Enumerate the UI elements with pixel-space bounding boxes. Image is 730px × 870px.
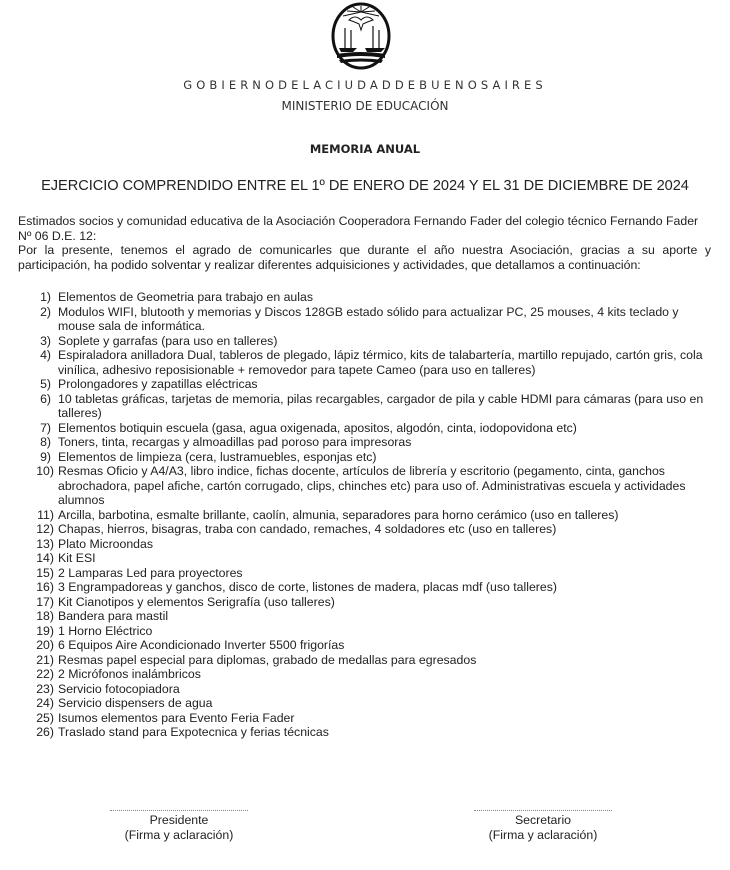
list-item bbox=[18, 595, 718, 610]
list-item-text: 2 Lamparas Led para proyectores bbox=[58, 565, 243, 580]
list-item bbox=[18, 711, 718, 726]
list-item-number: 3) bbox=[40, 333, 51, 348]
list-item-text: 6 Equipos Aire Acondicionado Inverter 5500 frigorías bbox=[58, 638, 345, 652]
list-item-text: Resmas Oficio y A4/A3, libro indice, fichas docente, artículos de librería y escritorio (pegamento, cinta, ganchos abrochadora, papel afiche, cartón corrugado, clips, chinches etc) para uso of. Administrativas escuela y actividades alumnos bbox=[58, 464, 686, 507]
list-item-number: 18) bbox=[36, 609, 54, 623]
list-item-number: 1) bbox=[40, 290, 51, 304]
list-item bbox=[18, 667, 718, 682]
signature-note: (Firma y aclaración) bbox=[124, 828, 234, 842]
list-item bbox=[18, 537, 718, 552]
list-item bbox=[18, 377, 718, 392]
list-item bbox=[18, 305, 718, 334]
list-item-number: 8) bbox=[40, 435, 51, 449]
list-item bbox=[18, 696, 718, 711]
signature-role: Secretario bbox=[514, 813, 572, 827]
acquisitions-list bbox=[18, 290, 718, 740]
list-item bbox=[18, 580, 718, 595]
list-item bbox=[18, 435, 718, 450]
list-item-text: Prolongadores y zapatillas eléctricas bbox=[58, 377, 258, 391]
list-item-text: Soplete y garrafas (para uso en talleres) bbox=[58, 333, 278, 348]
list-item-number: 9) bbox=[40, 449, 51, 464]
list-item bbox=[18, 290, 718, 305]
list-item-text: Elementos de Geometria para trabajo en aulas bbox=[58, 290, 313, 304]
list-item-number: 16) bbox=[36, 580, 54, 594]
list-item-number: 10) bbox=[36, 464, 54, 478]
list-item bbox=[18, 392, 718, 421]
list-item-text: Kit Cianotipos y elementos Serigrafía (uso talleres) bbox=[58, 594, 335, 609]
list-item-number: 23) bbox=[36, 681, 54, 696]
list-item-text: Kit ESI bbox=[58, 551, 96, 565]
list-item bbox=[18, 725, 718, 740]
list-item bbox=[18, 566, 718, 581]
list-item bbox=[18, 450, 718, 465]
signature-secretary bbox=[453, 802, 633, 843]
intro-body: Por la presente, tenemos el agrado de comunicarles que durante el año nuestra Asociación, gracias a su aporte y participación, ha podido solventar y realizar diferentes adquisiciones y actividades, que detallamos a continuación: bbox=[18, 243, 711, 272]
signature-role: Presidente bbox=[149, 813, 209, 827]
list-item-text: Toners, tinta, recargas y almoadillas pad poroso para impresoras bbox=[58, 435, 412, 449]
list-item-text: 1 Horno Eléctrico bbox=[58, 623, 153, 638]
list-item-number: 24) bbox=[36, 696, 54, 710]
list-item-number: 14) bbox=[36, 551, 54, 565]
list-item-number: 25) bbox=[36, 710, 54, 725]
list-item-number: 22) bbox=[36, 667, 54, 681]
list-item-text: Elementos de limpieza (cera, lustramuebles, esponjas etc) bbox=[58, 449, 377, 464]
list-item-text: 10 tabletas gráficas, tarjetas de memoria, pilas recargables, cargador de pila y cable HDMI para cámaras (para uso en talleres) bbox=[58, 391, 704, 420]
list-item bbox=[18, 522, 718, 537]
list-item-text: 2 Micrófonos inalámbricos bbox=[58, 667, 201, 681]
list-item-text: Isumos elementos para Evento Feria Fader bbox=[58, 710, 295, 725]
list-item bbox=[18, 609, 718, 624]
list-item bbox=[18, 624, 718, 639]
list-item-number: 12) bbox=[36, 522, 54, 536]
list-item-text: Resmas papel especial para diplomas, grabado de medallas para egresados bbox=[58, 652, 477, 667]
list-item-text: Modulos WIFI, blutooth y memorias y Discos 128GB estado sólido para actualizar PC, 25 mouses, 4 kits teclado y mouse sala de informática. bbox=[58, 304, 679, 333]
list-item-number: 11) bbox=[37, 507, 54, 522]
signature-line bbox=[474, 802, 612, 811]
list-item-number: 5) bbox=[40, 377, 51, 391]
list-item bbox=[18, 464, 718, 508]
signature-president bbox=[89, 802, 269, 843]
list-item-text: Traslado stand para Expotecnica y ferias técnicas bbox=[58, 725, 329, 739]
list-item-text: Chapas, hierros, bisagras, traba con candado, remaches, 4 soldadores etc (uso en talleres) bbox=[58, 522, 557, 536]
list-item-number: 6) bbox=[40, 391, 51, 406]
list-item-number: 20) bbox=[36, 638, 54, 652]
list-item-text: 3 Engrampadoreas y ganchos, disco de corte, listones de madera, placas mdf (uso talleres) bbox=[58, 580, 557, 594]
list-item bbox=[18, 638, 718, 653]
list-item-number: 21) bbox=[36, 652, 54, 667]
government-name: GOBIERNODELACIUDADDEBUENOSAIRES bbox=[183, 78, 547, 92]
list-item-number: 19) bbox=[36, 623, 54, 638]
coat-of-arms-icon bbox=[331, 2, 391, 70]
list-item bbox=[18, 682, 718, 697]
intro-greeting: Estimados socios y comunidad educativa de la Asociación Cooperadora Fernando Fader del colegio técnico Fernando Fader Nº 06 D.E. 12: bbox=[18, 214, 699, 243]
list-item-text: Plato Microondas bbox=[58, 536, 154, 551]
list-item bbox=[18, 508, 718, 523]
fiscal-period-heading: EJERCICIO COMPRENDIDO ENTRE EL 1º DE ENERO DE 2024 Y EL 31 DE DICIEMBRE DE 2024 bbox=[41, 178, 689, 194]
signature-note: (Firma y aclaración) bbox=[488, 828, 598, 842]
list-item-text: Bandera para mastil bbox=[58, 609, 169, 623]
list-item-number: 4) bbox=[40, 348, 51, 362]
document-title: MEMORIA ANUAL bbox=[309, 142, 421, 156]
list-item-number: 2) bbox=[40, 304, 51, 319]
list-item-number: 13) bbox=[36, 536, 54, 551]
list-item bbox=[18, 653, 718, 668]
introduction bbox=[18, 214, 711, 272]
list-item-number: 26) bbox=[36, 725, 54, 739]
list-item bbox=[18, 551, 718, 566]
list-item-text: Arcilla, barbotina, esmalte brillante, caolín, almunia, separadores para horno cerámico (uso en talleres) bbox=[58, 507, 619, 522]
list-item bbox=[18, 348, 718, 377]
list-item-text: Servicio dispensers de agua bbox=[58, 696, 213, 710]
ministry-name: MINISTERIO DE EDUCACIÓN bbox=[281, 99, 449, 113]
list-item-number: 17) bbox=[36, 594, 54, 609]
list-item-number: 7) bbox=[40, 420, 51, 435]
list-item bbox=[18, 421, 718, 436]
signature-line bbox=[110, 802, 248, 811]
list-item-text: Espiraladora anilladora Dual, tableros de plegado, lápiz térmico, kits de talabartería, martillo repujado, cartón gris, cola vinílica, adhesivo reposisionable + removedor para tapete Cameo (para uso en talleres) bbox=[58, 348, 703, 377]
list-item-text: Elementos botiquin escuela (gasa, agua oxigenada, apositos, algodón, cinta, iodopovidona etc) bbox=[58, 420, 577, 435]
list-item-text: Servicio fotocopiadora bbox=[58, 681, 180, 696]
list-item bbox=[18, 334, 718, 349]
list-item-number: 15) bbox=[36, 565, 54, 580]
